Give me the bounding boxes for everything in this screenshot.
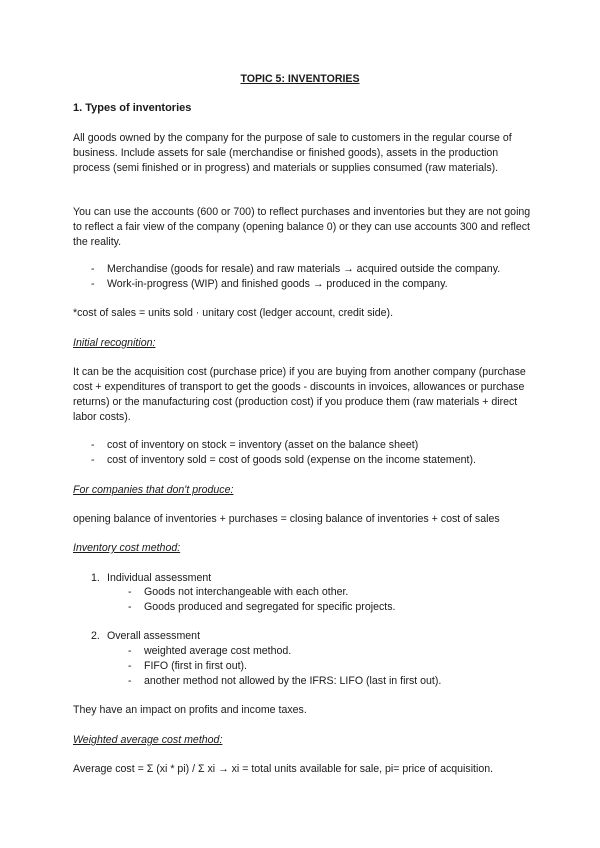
- subheading-initial-recognition: Initial recognition:: [73, 337, 156, 349]
- average-cost-formula: Average cost = Σ (xi * pi) / Σ xi → xi = total units available for sale, pi= price of acquisition.: [73, 763, 494, 775]
- list-item-text: Merchandise (goods for resale) and raw materials → acquired outside the company.: [107, 263, 501, 275]
- bullet-dash: -: [128, 645, 132, 657]
- paragraph-initial-recognition: It can be the acquisition cost (purchase price) if you are buying from another company (purchase cost + expenditures of transport to get the goods - discounts in invoices, allowances or purchase returns) or the manufacturing cost (production cost) if you produce them (raw materials + direct labor costs).: [73, 366, 526, 423]
- bullet-dash: -: [128, 660, 132, 672]
- sub-list-item-text: weighted average cost method.: [144, 645, 292, 657]
- sub-list-item-text: FIFO (first in first out).: [144, 660, 247, 672]
- bullet-dash: -: [91, 454, 95, 466]
- item-number: 1.: [91, 572, 100, 584]
- sub-list-item-text: Goods produced and segregated for specific projects.: [144, 601, 396, 613]
- paragraph-definition: All goods owned by the company for the purpose of sale to customers in the regular course of business. Include assets for sale (merchandise or finished goods), assets in the production process (semi finished or in progress) and materials or supplies consumed (raw materials).: [73, 132, 512, 174]
- bullet-dash: -: [91, 278, 95, 290]
- sub-list-item-text: Goods not interchangeable with each other.: [144, 586, 349, 598]
- item-number: 2.: [91, 630, 100, 642]
- bullet-dash: -: [128, 586, 132, 598]
- numbered-item-label: Individual assessment: [107, 572, 212, 584]
- sub-list-item-text: another method not allowed by the IFRS: LIFO (last in first out).: [144, 675, 442, 687]
- subheading-no-produce: For companies that don't produce:: [73, 484, 234, 496]
- subheading-weighted-average: Weighted average cost method:: [73, 734, 223, 746]
- numbered-item-label: Overall assessment: [107, 630, 201, 642]
- bullet-dash: -: [91, 263, 95, 275]
- list-item-text: Work-in-progress (WIP) and finished goods → produced in the company.: [107, 278, 448, 290]
- subheading-cost-method: Inventory cost method:: [73, 542, 181, 554]
- paragraph-accounts: You can use the accounts (600 or 700) to reflect purchases and inventories but they are not going to reflect a fair view of the company (opening balance 0) or they can use accounts 300 and reflect the reality.: [73, 206, 531, 248]
- cost-of-sales-note: *cost of sales = units sold · unitary cost (ledger account, credit side).: [73, 307, 394, 319]
- inventory-equation: opening balance of inventories + purchases = closing balance of inventories + cost of sales: [73, 513, 500, 525]
- bullet-dash: -: [128, 675, 132, 687]
- bullet-dash: -: [128, 601, 132, 613]
- bullet-dash: -: [91, 439, 95, 451]
- impact-note: They have an impact on profits and income taxes.: [73, 704, 307, 716]
- page-title: TOPIC 5: INVENTORIES: [240, 73, 360, 85]
- list-item-text: cost of inventory on stock = inventory (asset on the balance sheet): [107, 439, 419, 451]
- section-heading-types: 1. Types of inventories: [73, 102, 192, 114]
- list-item-text: cost of inventory sold = cost of goods sold (expense on the income statement).: [107, 454, 476, 466]
